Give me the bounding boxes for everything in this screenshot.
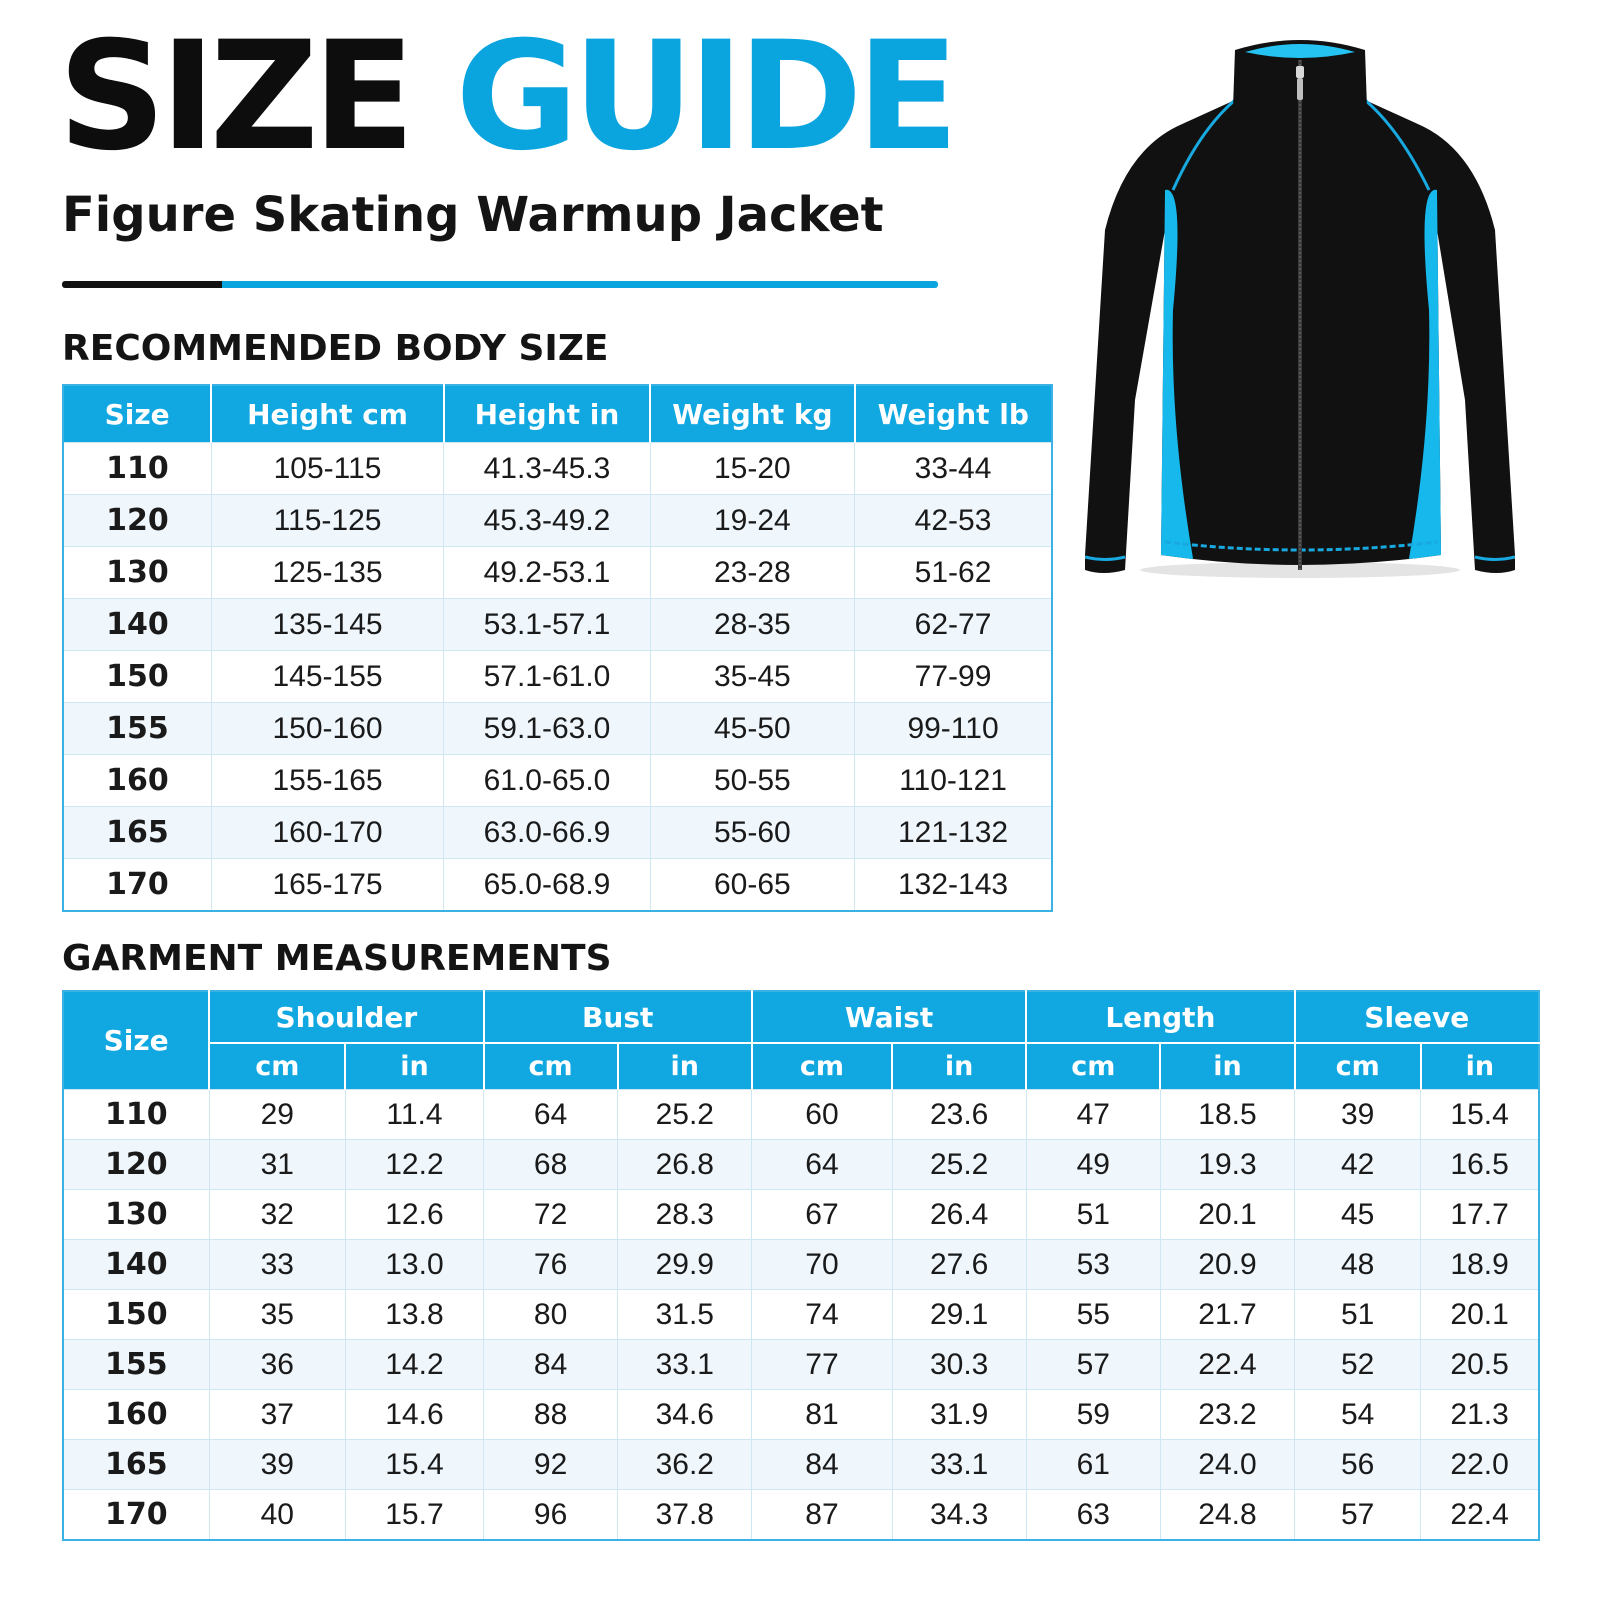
table-cell: 49 xyxy=(1026,1140,1160,1190)
table-cell: 35 xyxy=(209,1290,345,1340)
table-cell: 30.3 xyxy=(892,1340,1026,1390)
table-cell: 150-160 xyxy=(211,703,443,755)
table-cell: 25.2 xyxy=(618,1090,752,1140)
garment-unit-header: in xyxy=(892,1043,1026,1090)
table-cell: 45-50 xyxy=(650,703,854,755)
garment-group-header-row xyxy=(63,991,1539,1043)
table-cell: 16.5 xyxy=(1421,1140,1539,1190)
table-cell: 51-62 xyxy=(855,547,1052,599)
garment-table-body xyxy=(63,1090,1539,1541)
garment-group-header: Shoulder xyxy=(209,991,483,1043)
table-cell: 65.0-68.9 xyxy=(444,859,650,912)
table-cell: 22.4 xyxy=(1421,1490,1539,1541)
table-cell: 132-143 xyxy=(855,859,1052,912)
table-cell: 105-115 xyxy=(211,443,443,495)
table-cell: 23.2 xyxy=(1160,1390,1294,1440)
table-cell: 145-155 xyxy=(211,651,443,703)
table-row xyxy=(63,703,1052,755)
table-cell: 61 xyxy=(1026,1440,1160,1490)
table-cell: 31.9 xyxy=(892,1390,1026,1440)
table-cell: 47 xyxy=(1026,1090,1160,1140)
subtitle: Figure Skating Warmup Jacket xyxy=(62,187,884,243)
table-cell: 15.4 xyxy=(1421,1090,1539,1140)
table-cell: 115-125 xyxy=(211,495,443,547)
table-cell: 18.9 xyxy=(1421,1240,1539,1290)
garment-measurements-table xyxy=(62,990,1540,1541)
size-cell: 165 xyxy=(63,1440,209,1490)
table-cell: 33.1 xyxy=(618,1340,752,1390)
garment-unit-header: in xyxy=(1421,1043,1539,1090)
table-cell: 41.3-45.3 xyxy=(444,443,650,495)
garment-unit-header: cm xyxy=(752,1043,892,1090)
jacket-icon xyxy=(1085,30,1515,600)
size-cell: 165 xyxy=(63,807,211,859)
garment-section-title: GARMENT MEASUREMENTS xyxy=(62,938,612,979)
table-cell: 64 xyxy=(752,1140,892,1190)
garment-unit-header: in xyxy=(345,1043,483,1090)
table-cell: 84 xyxy=(752,1440,892,1490)
body-size-header-row xyxy=(63,385,1052,443)
table-cell: 45.3-49.2 xyxy=(444,495,650,547)
table-cell: 61.0-65.0 xyxy=(444,755,650,807)
table-cell: 125-135 xyxy=(211,547,443,599)
table-cell: 59 xyxy=(1026,1390,1160,1440)
table-cell: 99-110 xyxy=(855,703,1052,755)
table-cell: 53 xyxy=(1026,1240,1160,1290)
table-cell: 26.8 xyxy=(618,1140,752,1190)
table-cell: 52 xyxy=(1295,1340,1421,1390)
table-cell: 56 xyxy=(1295,1440,1421,1490)
table-cell: 80 xyxy=(484,1290,618,1340)
table-cell: 88 xyxy=(484,1390,618,1440)
table-cell: 21.7 xyxy=(1160,1290,1294,1340)
table-cell: 34.6 xyxy=(618,1390,752,1440)
title-divider-blue xyxy=(222,281,938,288)
size-cell: 110 xyxy=(63,1090,209,1140)
table-cell: 22.0 xyxy=(1421,1440,1539,1490)
table-cell: 37.8 xyxy=(618,1490,752,1541)
table-cell: 40 xyxy=(209,1490,345,1541)
table-cell: 36 xyxy=(209,1340,345,1390)
size-cell: 130 xyxy=(63,547,211,599)
table-cell: 165-175 xyxy=(211,859,443,912)
garment-group-header: Length xyxy=(1026,991,1294,1043)
table-cell: 77-99 xyxy=(855,651,1052,703)
table-cell: 84 xyxy=(484,1340,618,1390)
table-row xyxy=(63,1140,1539,1190)
table-cell: 23-28 xyxy=(650,547,854,599)
table-row xyxy=(63,1190,1539,1240)
table-cell: 74 xyxy=(752,1290,892,1340)
garment-unit-header: cm xyxy=(209,1043,345,1090)
table-cell: 12.6 xyxy=(345,1190,483,1240)
table-cell: 15.4 xyxy=(345,1440,483,1490)
garment-size-header: Size xyxy=(63,991,209,1090)
table-row xyxy=(63,1440,1539,1490)
table-row xyxy=(63,495,1052,547)
table-cell: 50-55 xyxy=(650,755,854,807)
table-cell: 24.8 xyxy=(1160,1490,1294,1541)
table-cell: 42-53 xyxy=(855,495,1052,547)
table-row xyxy=(63,1240,1539,1290)
garment-group-header: Waist xyxy=(752,991,1026,1043)
table-cell: 20.5 xyxy=(1421,1340,1539,1390)
table-cell: 87 xyxy=(752,1490,892,1541)
table-cell: 31 xyxy=(209,1140,345,1190)
size-cell: 150 xyxy=(63,651,211,703)
table-cell: 34.3 xyxy=(892,1490,1026,1541)
table-cell: 57.1-61.0 xyxy=(444,651,650,703)
table-cell: 39 xyxy=(209,1440,345,1490)
table-cell: 14.6 xyxy=(345,1390,483,1440)
table-cell: 81 xyxy=(752,1390,892,1440)
title-guide-word: GUIDE xyxy=(455,10,954,184)
table-row xyxy=(63,1090,1539,1140)
body-size-table-body xyxy=(63,443,1052,912)
garment-group-header: Sleeve xyxy=(1295,991,1539,1043)
table-cell: 70 xyxy=(752,1240,892,1290)
size-cell: 160 xyxy=(63,755,211,807)
table-cell: 24.0 xyxy=(1160,1440,1294,1490)
table-cell: 121-132 xyxy=(855,807,1052,859)
table-cell: 135-145 xyxy=(211,599,443,651)
table-cell: 14.2 xyxy=(345,1340,483,1390)
table-cell: 27.6 xyxy=(892,1240,1026,1290)
table-row xyxy=(63,859,1052,912)
table-cell: 29 xyxy=(209,1090,345,1140)
garment-group-header: Bust xyxy=(484,991,752,1043)
table-cell: 31.5 xyxy=(618,1290,752,1340)
table-cell: 28.3 xyxy=(618,1190,752,1240)
garment-unit-header: cm xyxy=(1026,1043,1160,1090)
table-cell: 57 xyxy=(1295,1490,1421,1541)
table-cell: 51 xyxy=(1026,1190,1160,1240)
size-cell: 170 xyxy=(63,1490,209,1541)
garment-unit-header: in xyxy=(618,1043,752,1090)
garment-unit-header: cm xyxy=(1295,1043,1421,1090)
garment-unit-header: cm xyxy=(484,1043,618,1090)
table-cell: 28-35 xyxy=(650,599,854,651)
table-cell: 63 xyxy=(1026,1490,1160,1541)
table-cell: 54 xyxy=(1295,1390,1421,1440)
body-size-header-cell: Height in xyxy=(444,385,650,443)
size-cell: 110 xyxy=(63,443,211,495)
table-row xyxy=(63,547,1052,599)
table-cell: 57 xyxy=(1026,1340,1160,1390)
table-cell: 110-121 xyxy=(855,755,1052,807)
table-row xyxy=(63,1290,1539,1340)
table-cell: 62-77 xyxy=(855,599,1052,651)
table-cell: 59.1-63.0 xyxy=(444,703,650,755)
table-cell: 19.3 xyxy=(1160,1140,1294,1190)
table-cell: 77 xyxy=(752,1340,892,1390)
title-size-word: SIZE xyxy=(58,10,410,184)
title-divider-dark xyxy=(62,281,222,288)
size-cell: 120 xyxy=(63,495,211,547)
table-cell: 92 xyxy=(484,1440,618,1490)
size-cell: 130 xyxy=(63,1190,209,1240)
table-cell: 63.0-66.9 xyxy=(444,807,650,859)
table-row xyxy=(63,1490,1539,1541)
table-cell: 13.0 xyxy=(345,1240,483,1290)
table-cell: 36.2 xyxy=(618,1440,752,1490)
table-cell: 45 xyxy=(1295,1190,1421,1240)
table-cell: 60 xyxy=(752,1090,892,1140)
table-cell: 29.9 xyxy=(618,1240,752,1290)
table-cell: 64 xyxy=(484,1090,618,1140)
size-cell: 155 xyxy=(63,1340,209,1390)
body-size-section-title: RECOMMENDED BODY SIZE xyxy=(62,328,609,369)
table-row xyxy=(63,1390,1539,1440)
table-row xyxy=(63,599,1052,651)
table-cell: 35-45 xyxy=(650,651,854,703)
size-cell: 150 xyxy=(63,1290,209,1340)
page-title xyxy=(58,10,954,184)
table-cell: 55-60 xyxy=(650,807,854,859)
table-cell: 20.9 xyxy=(1160,1240,1294,1290)
table-cell: 32 xyxy=(209,1190,345,1240)
table-cell: 26.4 xyxy=(892,1190,1026,1240)
size-cell: 160 xyxy=(63,1390,209,1440)
table-cell: 155-165 xyxy=(211,755,443,807)
table-cell: 17.7 xyxy=(1421,1190,1539,1240)
table-cell: 12.2 xyxy=(345,1140,483,1190)
table-cell: 96 xyxy=(484,1490,618,1541)
body-size-header-cell: Size xyxy=(63,385,211,443)
table-cell: 13.8 xyxy=(345,1290,483,1340)
table-cell: 53.1-57.1 xyxy=(444,599,650,651)
table-cell: 55 xyxy=(1026,1290,1160,1340)
table-cell: 15-20 xyxy=(650,443,854,495)
table-cell: 68 xyxy=(484,1140,618,1190)
body-size-header-cell: Weight kg xyxy=(650,385,854,443)
table-cell: 33 xyxy=(209,1240,345,1290)
table-cell: 67 xyxy=(752,1190,892,1240)
table-cell: 25.2 xyxy=(892,1140,1026,1190)
table-cell: 11.4 xyxy=(345,1090,483,1140)
table-cell: 37 xyxy=(209,1390,345,1440)
table-cell: 39 xyxy=(1295,1090,1421,1140)
size-cell: 155 xyxy=(63,703,211,755)
table-row xyxy=(63,755,1052,807)
body-size-table xyxy=(62,384,1053,912)
size-cell: 170 xyxy=(63,859,211,912)
body-size-header-cell: Height cm xyxy=(211,385,443,443)
table-cell: 51 xyxy=(1295,1290,1421,1340)
table-cell: 160-170 xyxy=(211,807,443,859)
table-cell: 29.1 xyxy=(892,1290,1026,1340)
garment-unit-header-row xyxy=(63,1043,1539,1090)
table-cell: 33.1 xyxy=(892,1440,1026,1490)
table-row xyxy=(63,443,1052,495)
table-cell: 33-44 xyxy=(855,443,1052,495)
table-row xyxy=(63,651,1052,703)
table-cell: 76 xyxy=(484,1240,618,1290)
table-cell: 42 xyxy=(1295,1140,1421,1190)
table-cell: 18.5 xyxy=(1160,1090,1294,1140)
size-cell: 140 xyxy=(63,599,211,651)
body-size-header-cell: Weight lb xyxy=(855,385,1052,443)
table-cell: 48 xyxy=(1295,1240,1421,1290)
table-row xyxy=(63,807,1052,859)
table-cell: 23.6 xyxy=(892,1090,1026,1140)
table-row xyxy=(63,1340,1539,1390)
table-cell: 49.2-53.1 xyxy=(444,547,650,599)
table-cell: 22.4 xyxy=(1160,1340,1294,1390)
table-cell: 60-65 xyxy=(650,859,854,912)
table-cell: 19-24 xyxy=(650,495,854,547)
table-cell: 15.7 xyxy=(345,1490,483,1541)
table-cell: 72 xyxy=(484,1190,618,1240)
size-cell: 120 xyxy=(63,1140,209,1190)
garment-unit-header: in xyxy=(1160,1043,1294,1090)
size-cell: 140 xyxy=(63,1240,209,1290)
table-cell: 21.3 xyxy=(1421,1390,1539,1440)
table-cell: 20.1 xyxy=(1160,1190,1294,1240)
table-cell: 20.1 xyxy=(1421,1290,1539,1340)
